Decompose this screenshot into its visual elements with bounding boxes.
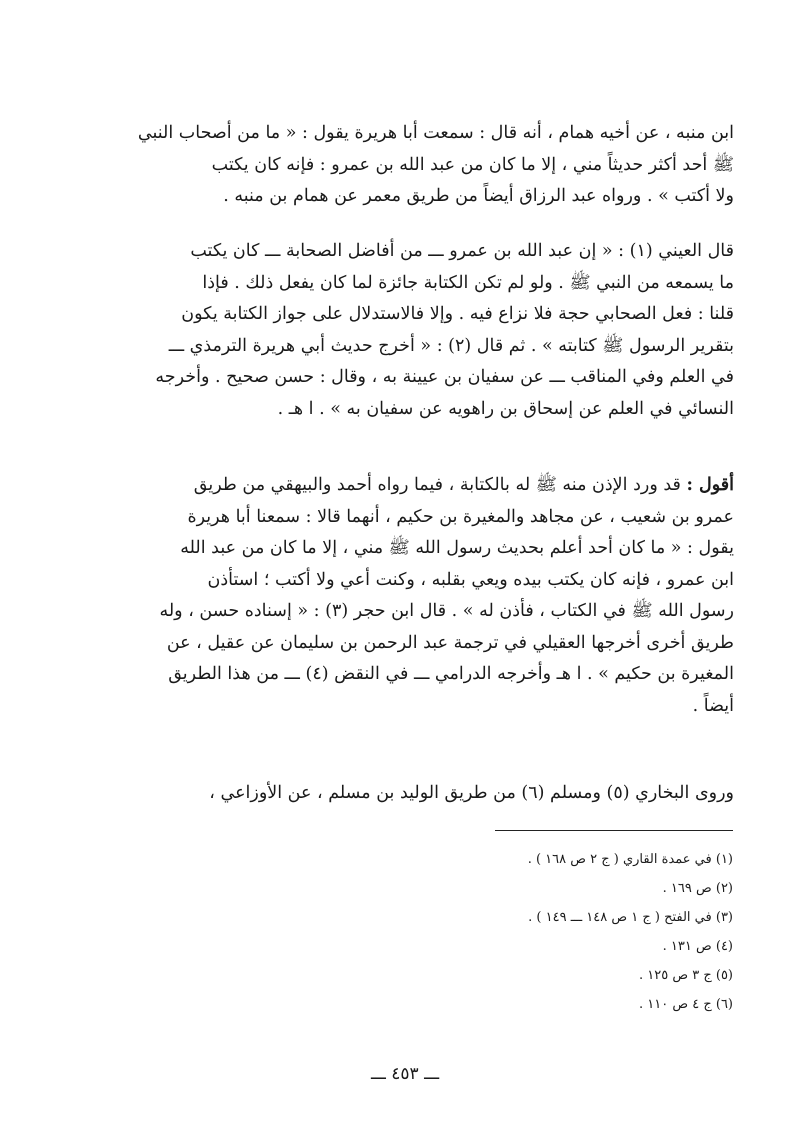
paragraph-4 — [90, 778, 734, 810]
text-line: ابن عمرو ، فإنه كان يكتب بيده ويعي بقلبه ، وكنت أعي ولا أكتب ؛ استأذن — [207, 569, 734, 590]
text-line: ولا أكتب » . ورواه عبد الرزاق أيضاً من طريق معمر عن همام بن منبه . — [223, 186, 734, 206]
text-line: عمرو بن شعيب ، عن مجاهد والمغيرة بن حكيم ، أنهما قالا : سمعنا أبا هريرة — [187, 506, 734, 527]
footnote: (١) في عمدة القاري ( ج ٢ ص ١٦٨ ) . — [527, 852, 733, 867]
text-line: قلنا : فعل الصحابي حجة فلا نزاع فيه . وإلا فالاستدلال على جواز الكتابة يكون — [181, 304, 734, 324]
text-line: أيضاً . — [692, 695, 734, 716]
paragraph-3 — [90, 470, 734, 722]
lead-word: أقول : — [686, 475, 734, 495]
text-fragment: قد ورد الإذن منه ﷺ له بالكتابة ، فيما رواه أحمد والبيهقي من طريق — [193, 475, 687, 495]
text-line: ﷺ أحد أكثر حديثاً مني ، إلا ما كان من عبد الله بن عمرو : فإنه كان يكتب — [211, 154, 734, 175]
text-line: وروى البخاري (٥) ومسلم (٦) من طريق الوليد بن مسلم ، عن الأوزاعي ، — [209, 783, 734, 803]
footnote: (٤) ص ١٣١ . — [662, 939, 733, 954]
text-line: ابن منبه ، عن أخيه همام ، أنه قال : سمعت أبا هريرة يقول : « ما من أصحاب النبي — [137, 123, 734, 143]
page-number: ـــ ٤٥٣ ـــ — [370, 1064, 440, 1084]
text-line: ما يسمعه من النبي ﷺ . ولو لم تكن الكتابة جائزة لما كان يفعل ذلك . فإذا — [202, 272, 734, 293]
text-line: النسائي في العلم عن إسحاق بن راهويه عن سفيان به » . ا هـ . — [277, 398, 734, 419]
footnote: (٢) ص ١٦٩ . — [662, 881, 733, 896]
text-line: طريق أخرى أخرجها العقيلي في ترجمة عبد الرحمن بن سليمان عن عقيل ، عن — [166, 632, 734, 653]
footnote: (٥) ج ٣ ص ١٢٥ . — [639, 968, 733, 983]
footnote-divider — [495, 830, 733, 831]
text-line: رسول الله ﷺ في الكتاب ، فأذن له » . قال ابن حجر (٣) : « إسناده حسن ، وله — [159, 601, 734, 621]
text-line: قال العيني (١) : « إن عبد الله بن عمرو ـــ من أفاضل الصحابة ـــ كان يكتب — [190, 241, 734, 261]
paragraph-1 — [90, 118, 734, 213]
text-line: بتقرير الرسول ﷺ كتابته » . ثم قال (٢) : « أخرج حديث أبي هريرة الترمذي ـــ — [168, 335, 734, 356]
paragraph-2 — [90, 236, 734, 425]
text-line: في العلم وفي المناقب ـــ عن سفيان بن عيينة به ، وقال : حسن صحيح . وأخرجه — [155, 367, 734, 387]
text-line: المغيرة بن حكيم » . ا هـ وأخرجه الدرامي ـــ في النقض (٤) ـــ من هذا الطريق — [168, 664, 734, 684]
footnote: (٣) في الفتح ( ج ١ ص ١٤٨ ـــ ١٤٩ ) . — [528, 910, 733, 925]
text-line — [90, 470, 734, 502]
footnote: (٦) ج ٤ ص ١١٠ . — [639, 997, 733, 1012]
text-line: يقول : « ما كان أحد أعلم بحديث رسول الله ﷺ مني ، إلا ما كان من عبد الله — [180, 538, 734, 558]
footnotes — [380, 845, 733, 1019]
